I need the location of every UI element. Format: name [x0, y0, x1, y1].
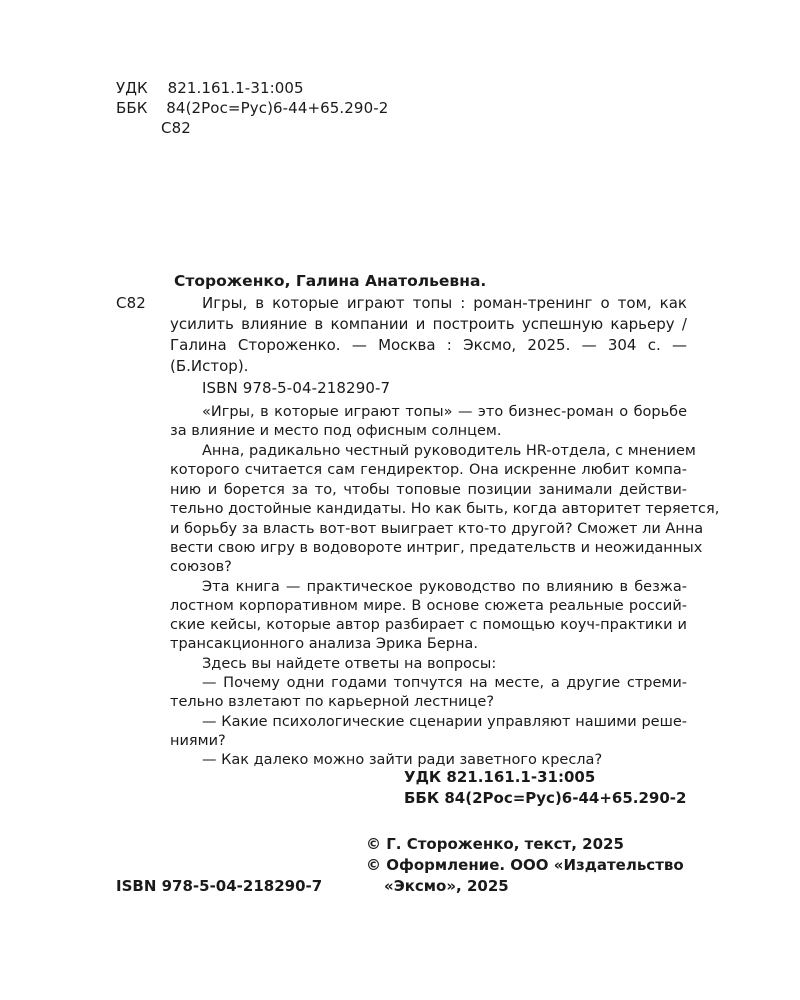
title-line-1: Игры, в которые играют топы : роман-тренинг о том, как [202, 294, 687, 312]
annotation-line: Здесь вы найдете ответы на вопросы: [202, 656, 497, 672]
title-line-3: Галина Стороженко. — Москва : Эксмо, 2025. — 304 с. — [170, 336, 687, 354]
annotation-line: за влияние и место под офисным солнцем. [170, 423, 502, 439]
copyright-text: © Г. Стороженко, текст, 2025 [366, 835, 624, 853]
annotation-line: и борьбу за власть вот-вот выиграет кто-то другой? Сможет ли Анна [170, 521, 704, 537]
footer-udk: УДК 821.161.1-31:005 [404, 768, 596, 786]
copyright-design: © Оформление. ООО «Издательство [366, 856, 684, 874]
title-line-2: усилить влияние в компании и построить успешную карьеру / [170, 315, 687, 333]
author-sign-header: С82 [161, 119, 191, 137]
annotation-line: нию и борется за то, чтобы топовые позиции занимали действи- [170, 482, 687, 498]
copyright-design-cont: «Эксмо», 2025 [384, 877, 509, 895]
annotation-line: «Игры, в которые играют топы» — это бизнес-роман о борьбе [202, 404, 687, 420]
author-heading: Стороженко, Галина Анатольевна. [174, 272, 487, 290]
bbk-value: 84(2Рос=Рус)6-44+65.290-2 [166, 99, 389, 117]
isbn-record: ISBN 978-5-04-218290-7 [202, 379, 391, 397]
bbk-label: ББК [116, 99, 148, 117]
annotation-line: — Почему одни годами топчутся на месте, а другие стреми- [202, 675, 687, 691]
annotation-line: Эта книга — практическое руководство по влиянию в безжа- [202, 579, 687, 595]
annotation-line: ниями? [170, 733, 226, 749]
title-line-4: (Б.Истор). [170, 357, 249, 375]
annotation-line: лостном корпоративном мире. В основе сюжета реальные россий- [170, 598, 687, 614]
annotation-line: вести свою игру в водовороте интриг, предательств и неожиданных [170, 540, 703, 556]
udk-line [116, 78, 304, 98]
author-sign: С82 [116, 294, 146, 312]
annotation-line: Анна, радикально честный руководитель HR-отдела, с мнением [202, 443, 696, 459]
annotation-line: союзов? [170, 559, 232, 575]
udk-value: 821.161.1-31:005 [167, 79, 304, 97]
annotation-line: — Как далеко можно зайти ради заветного кресла? [202, 752, 603, 768]
bbk-line [116, 98, 388, 118]
annotation-line: трансакционного анализа Эрика Берна. [170, 636, 478, 652]
bottom-isbn: ISBN 978-5-04-218290-7 [116, 877, 323, 895]
annotation-line: ские кейсы, которые автор разбирает с помощью коуч-практики и [170, 617, 687, 633]
annotation-line: тельно взлетают по карьерной лестнице? [170, 694, 495, 710]
udk-label: УДК [116, 79, 148, 97]
annotation-line: которого считается сам гендиректор. Она искренне любит компа- [170, 462, 687, 478]
annotation-line: тельно достойные кандидаты. Но как быть, когда авторитет теряется, [170, 501, 720, 517]
footer-bbk: ББК 84(2Рос=Рус)6-44+65.290-2 [404, 789, 687, 807]
annotation-line: — Какие психологические сценарии управляют нашими реше- [202, 714, 687, 730]
